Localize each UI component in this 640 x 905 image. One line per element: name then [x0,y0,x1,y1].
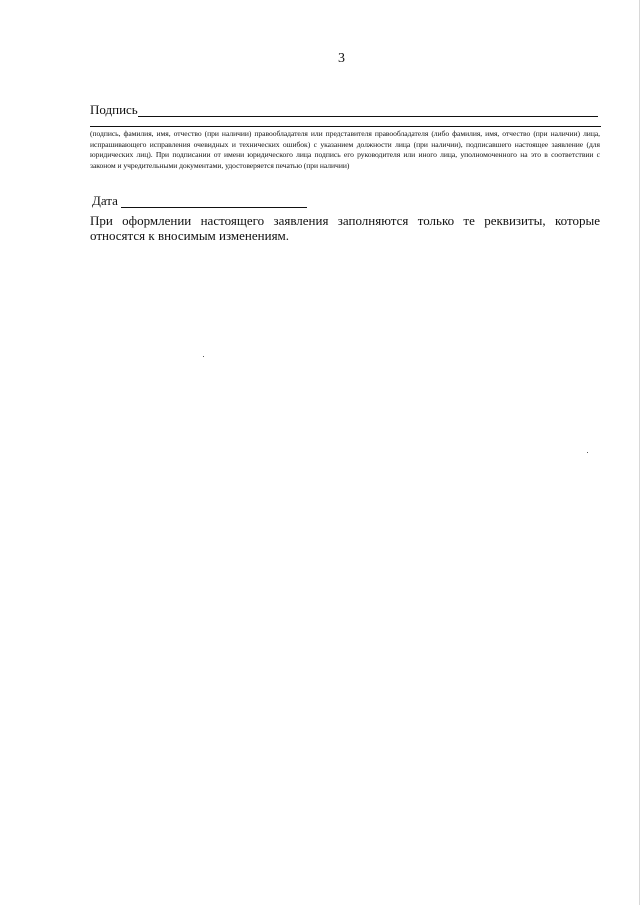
instruction-text: При оформлении настоящего заявления заполняются только те реквизиты, которые относятся к вносимым изменениям. [90,213,600,243]
signature-line [138,116,598,117]
date-line [121,207,307,208]
signature-underline [90,126,601,127]
date-row [92,193,307,211]
scan-speck [587,452,588,453]
signature-label: Подпись [90,102,138,117]
date-label: Дата [92,193,118,208]
scan-speck [203,356,204,357]
page-number: 3 [338,51,345,66]
signature-row [90,102,598,120]
signature-note: (подпись, фамилия, имя, отчество (при наличии) правообладателя или представителя правообладателя (либо фамилия, имя, отчество (при наличии) лица, испрашивающего исправления очевидных и технических ошибок) с указанием должности лица (при наличии), подписавшего настоящее заявление (для юридических лиц). При подписании от имени юридического лица подпись его руководителя или иного лица, уполномоченного на это в соответствии с законом и учредительными документами, удостоверяется печатью (при наличии) [90,129,600,170]
